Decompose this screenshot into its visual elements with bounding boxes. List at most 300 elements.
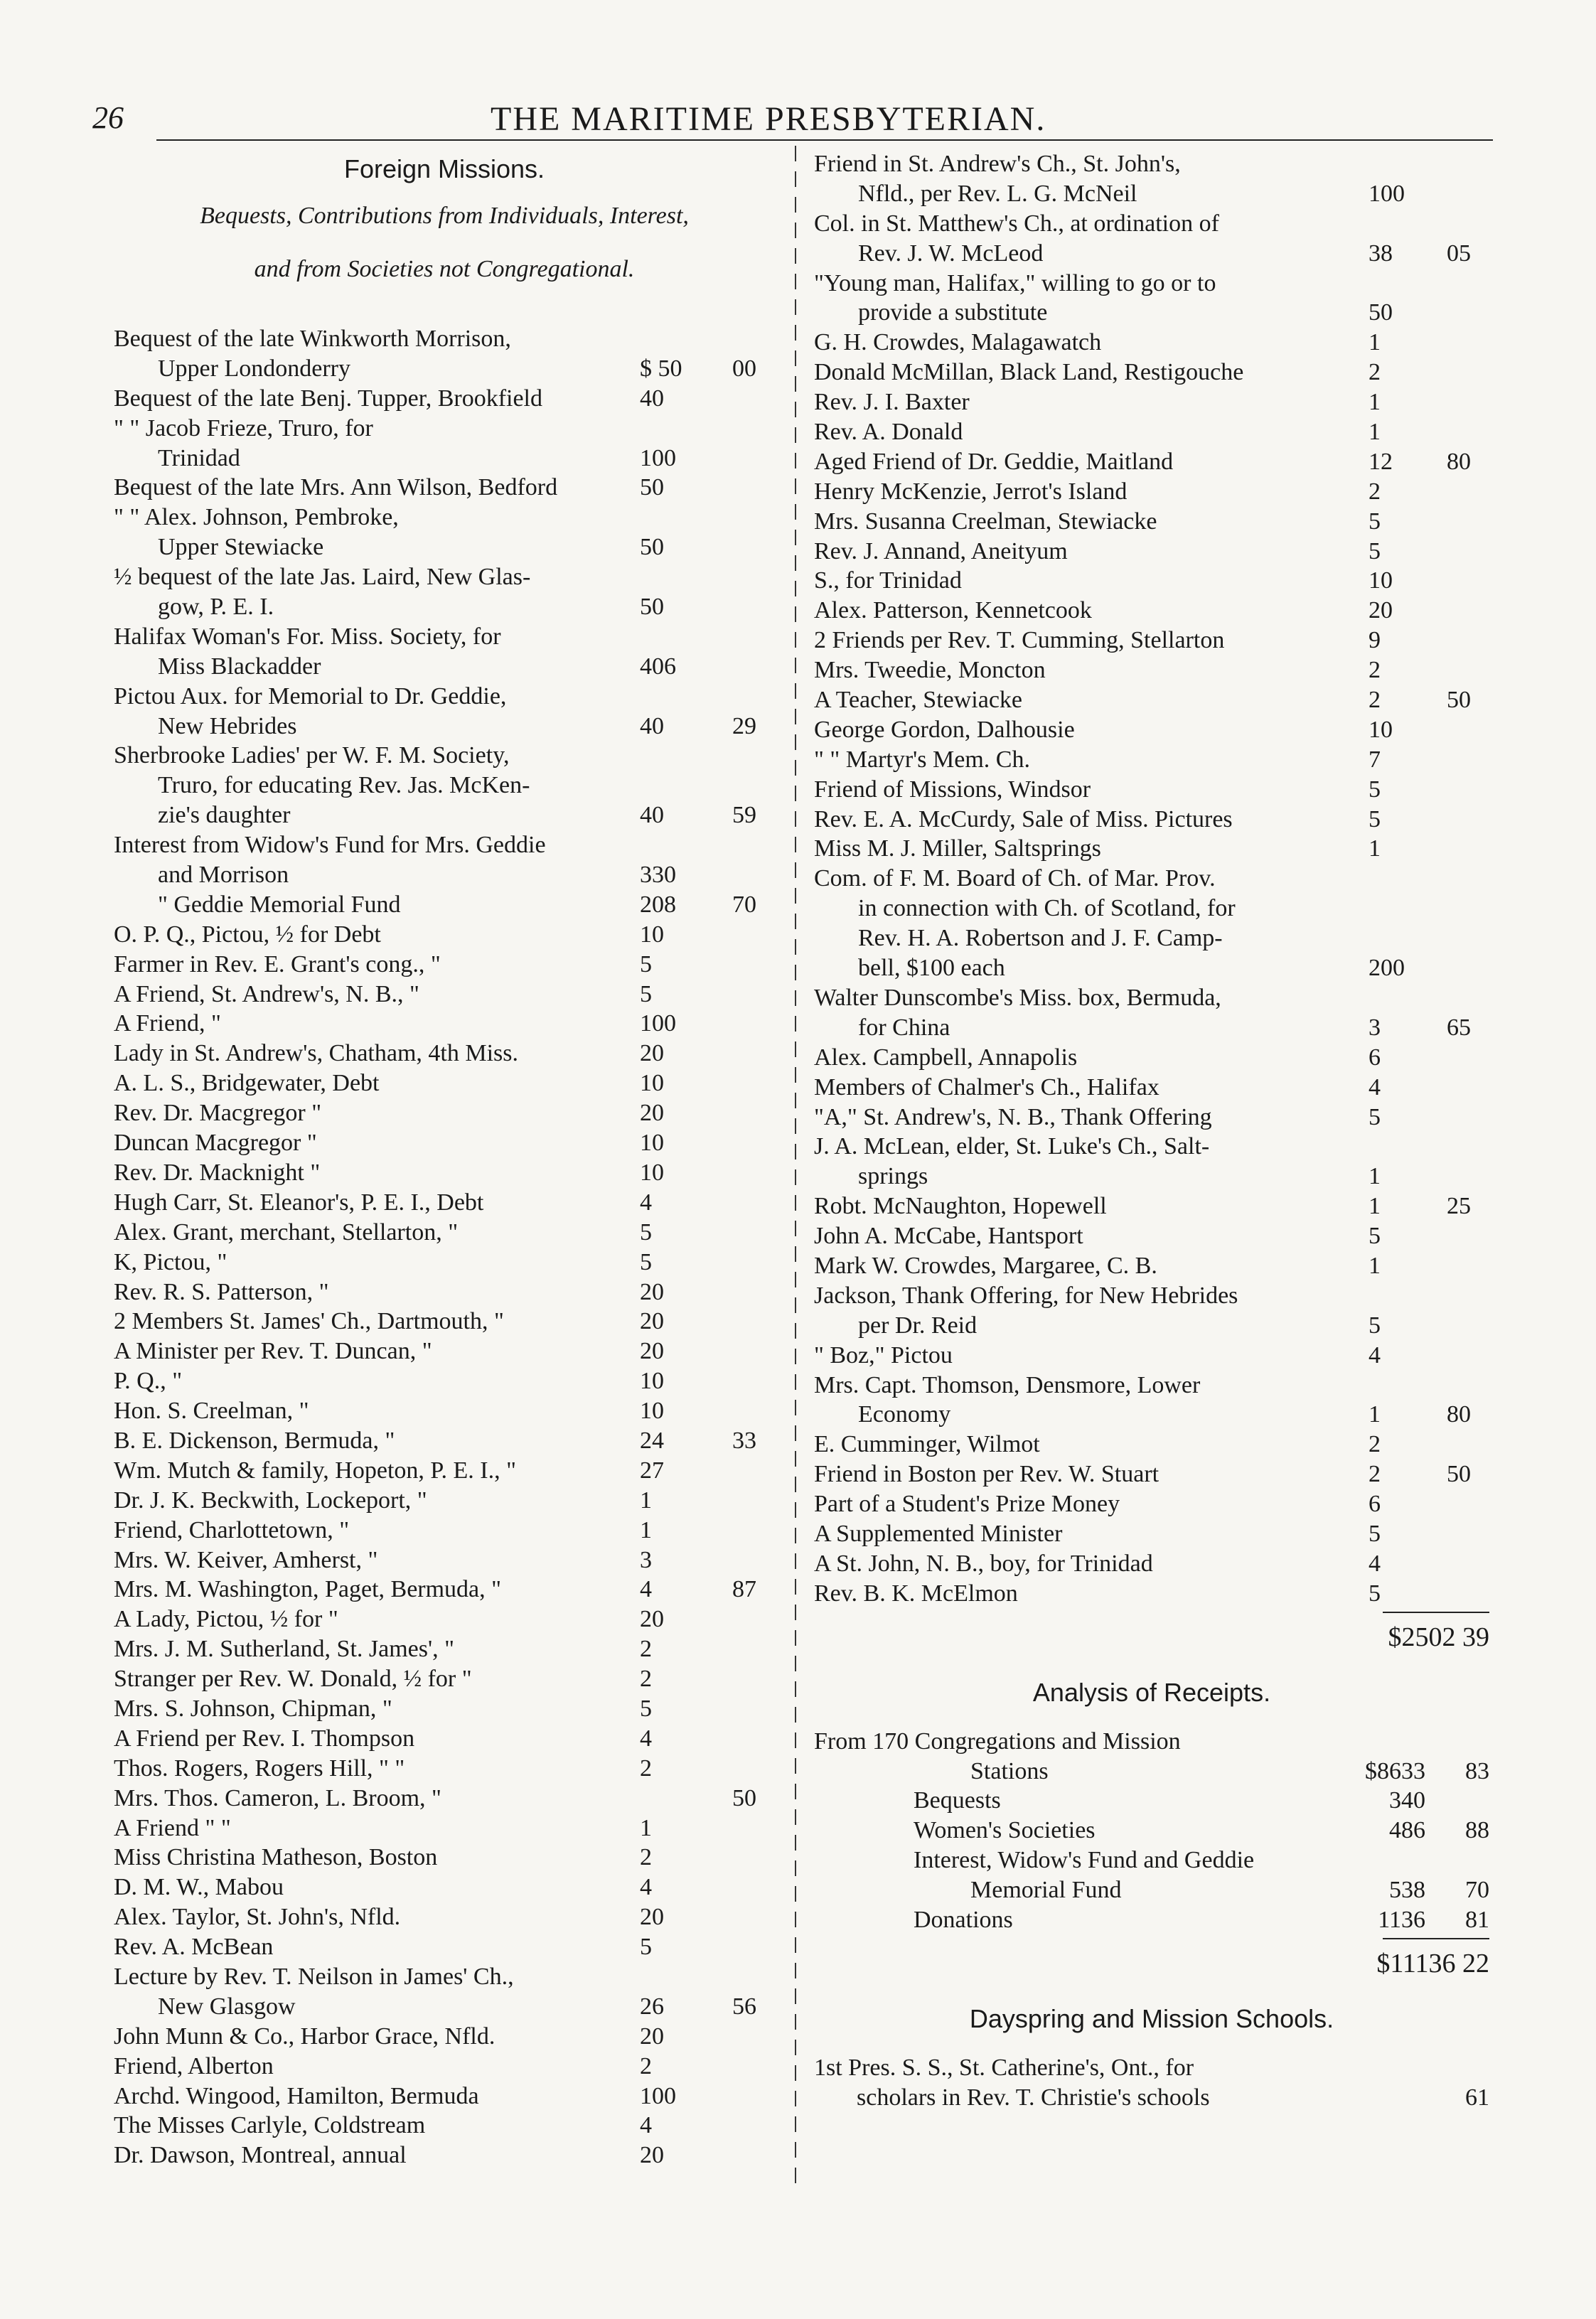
list-item xyxy=(114,2022,775,2052)
list-item xyxy=(814,626,1489,655)
list-item xyxy=(814,179,1489,209)
list-item xyxy=(814,894,1489,923)
amount-cents: 70 xyxy=(732,891,756,918)
running-header xyxy=(92,100,1493,144)
amount-dollars: 2 xyxy=(640,1844,652,1871)
list-item xyxy=(114,2111,775,2141)
entry-text: K, Pictou, " xyxy=(114,1248,227,1275)
amount-dollars: 50 xyxy=(640,594,664,621)
section-heading-foreign-missions: Foreign Missions. xyxy=(343,154,545,183)
list-item xyxy=(814,1400,1489,1430)
entry-text: Bequest of the late Mrs. Ann Wilson, Bedford xyxy=(114,474,558,501)
amount-dollars: 20 xyxy=(640,1904,664,1931)
amount-dollars: 10 xyxy=(1369,567,1393,594)
amount-dollars: 10 xyxy=(640,1070,664,1097)
list-item xyxy=(114,1873,775,1902)
list-item xyxy=(814,477,1489,507)
entry-text: Alex. Patterson, Kennetcook xyxy=(814,597,1092,624)
list-item xyxy=(114,1992,775,2022)
list-item xyxy=(814,507,1489,537)
list-item xyxy=(114,1069,775,1098)
list-item xyxy=(814,269,1489,299)
amount-dollars: 10 xyxy=(640,1368,664,1395)
amount-cents: 65 xyxy=(1447,1014,1471,1041)
entry-text: Stations xyxy=(970,1757,1049,1784)
amount-dollars: 340 xyxy=(1389,1787,1425,1814)
amount-dollars: 2 xyxy=(640,1636,652,1663)
entry-text: Rev. J. W. McLeod xyxy=(858,240,1044,267)
amount-dollars: 1136 xyxy=(1378,1906,1425,1933)
amount-dollars: 12 xyxy=(1369,448,1393,475)
entry-text: Alex. Grant, merchant, Stellarton, " xyxy=(114,1219,459,1246)
amount-dollars: 2 xyxy=(1369,687,1381,714)
entry-text: Henry McKenzie, Jerrot's Island xyxy=(814,478,1128,505)
list-item xyxy=(114,652,775,682)
list-item xyxy=(814,239,1489,269)
entry-text: springs xyxy=(858,1163,928,1190)
amount-cents: 00 xyxy=(732,355,756,382)
section-subheading: and from Societies not Congregational. xyxy=(254,256,635,282)
list-item xyxy=(114,890,775,920)
entry-text: Friend in Boston per Rev. W. Stuart xyxy=(814,1461,1159,1488)
entry-text: Alex. Taylor, St. John's, Nfld. xyxy=(114,1904,401,1931)
amount-dollars: 5 xyxy=(640,980,652,1007)
amount-dollars: 10 xyxy=(640,1159,664,1186)
right-column xyxy=(814,149,1489,2113)
list-item xyxy=(814,1757,1489,1787)
amount-cents: 50 xyxy=(732,1784,756,1811)
entry-text: Mrs. S. Johnson, Chipman, " xyxy=(114,1695,392,1722)
entry-text: Nfld., per Rev. L. G. McNeil xyxy=(858,180,1137,207)
amount-dollars: $ 50 xyxy=(640,355,682,382)
amount-dollars: 200 xyxy=(1369,955,1405,982)
entry-text: Lady in St. Andrew's, Chatham, 4th Miss. xyxy=(114,1040,519,1067)
amount-cents: 29 xyxy=(732,712,756,739)
entry-text: Halifax Woman's For. Miss. Society, for xyxy=(114,623,501,650)
amount-dollars: 40 xyxy=(640,802,664,829)
list-item xyxy=(814,1162,1489,1191)
entry-text: Economy xyxy=(858,1401,951,1428)
total-rule xyxy=(814,1935,1489,1942)
list-item xyxy=(114,1009,775,1039)
list-item xyxy=(114,2141,775,2170)
list-item xyxy=(814,387,1489,417)
amount-dollars: 2 xyxy=(1369,478,1381,505)
header-rule xyxy=(156,139,1493,141)
entry-text: John Munn & Co., Harbor Grace, Nfld. xyxy=(114,2023,496,2050)
entry-text: Friend, Alberton xyxy=(114,2052,274,2079)
amount-cents: 83 xyxy=(1465,1757,1489,1784)
amount-cents: 59 xyxy=(732,802,756,829)
list-item xyxy=(814,1073,1489,1103)
amount-dollars: 7 xyxy=(1369,746,1381,773)
amount-dollars: 2 xyxy=(1369,1461,1381,1488)
list-item xyxy=(114,1634,775,1664)
amount-cents: 50 xyxy=(1447,687,1471,714)
list-item xyxy=(114,771,775,800)
entry-text: Rev. H. A. Robertson and J. F. Camp- xyxy=(858,925,1223,952)
list-item xyxy=(814,655,1489,685)
list-item xyxy=(814,1132,1489,1162)
amount-dollars: 1 xyxy=(1369,1163,1381,1190)
amount-cents: 56 xyxy=(732,1993,756,2020)
entry-text: Sherbrooke Ladies' per W. F. M. Society, xyxy=(114,742,510,769)
entry-text: and Morrison xyxy=(158,862,289,889)
amount-dollars: 2 xyxy=(1369,359,1381,386)
amount-dollars: 5 xyxy=(1369,1520,1381,1547)
entry-text: Mark W. Crowdes, Margaree, C. B. xyxy=(814,1252,1157,1279)
list-item xyxy=(114,950,775,980)
list-item xyxy=(814,209,1489,239)
list-item xyxy=(814,834,1489,864)
amount-dollars: 4 xyxy=(640,2112,652,2139)
entry-text: 1st Pres. S. S., St. Catherine's, Ont., for xyxy=(814,2054,1194,2081)
entry-text: " " Martyr's Mem. Ch. xyxy=(814,746,1030,773)
list-item xyxy=(814,2053,1489,2083)
entry-text: The Misses Carlyle, Coldstream xyxy=(114,2112,426,2139)
entry-text: A Friend, " xyxy=(114,1010,221,1037)
entry-text: Trinidad xyxy=(158,444,240,471)
list-item xyxy=(814,685,1489,715)
amount-cents: 81 xyxy=(1465,1906,1489,1933)
entry-text: bell, $100 each xyxy=(858,955,1005,982)
list-item xyxy=(814,1846,1489,1875)
entry-text: Mrs. Tweedie, Moncton xyxy=(814,657,1046,684)
entry-text: Rev. A. McBean xyxy=(114,1934,274,1961)
amount-cents: 61 xyxy=(1465,2084,1489,2111)
entry-text: Friend, Charlottetown, " xyxy=(114,1516,350,1543)
amount-dollars: 100 xyxy=(1369,180,1405,207)
amount-dollars: 24 xyxy=(640,1427,664,1454)
amount-dollars: 1 xyxy=(1369,419,1381,446)
list-item xyxy=(114,473,775,503)
amount-dollars: 20 xyxy=(1369,597,1393,624)
amount-dollars: 38 xyxy=(1369,240,1393,267)
entry-text: Com. of F. M. Board of Ch. of Mar. Prov. xyxy=(814,865,1216,892)
amount-dollars: 5 xyxy=(1369,1103,1381,1130)
list-item xyxy=(114,1814,775,1843)
entry-text: 2 Friends per Rev. T. Cumming, Stellarton xyxy=(814,627,1225,654)
entry-text: Dr. Dawson, Montreal, annual xyxy=(114,2142,407,2169)
amount-dollars: 5 xyxy=(1369,1223,1381,1250)
entry-text: Duncan Macgregor " xyxy=(114,1130,317,1157)
list-item xyxy=(114,1546,775,1575)
entry-text: Interest, Widow's Fund and Geddie xyxy=(914,1847,1255,1874)
entry-text: A Friend per Rev. I. Thompson xyxy=(114,1725,415,1752)
list-item xyxy=(814,1371,1489,1400)
list-item xyxy=(114,2082,775,2111)
entry-text: Bequest of the late Winkworth Morrison, xyxy=(114,326,511,352)
list-item xyxy=(114,980,775,1009)
amount-dollars: 4 xyxy=(1369,1073,1381,1100)
entry-text: Miss Christina Matheson, Boston xyxy=(114,1844,438,1871)
list-item xyxy=(114,1248,775,1278)
entry-text: Interest from Widow's Fund for Mrs. Geddie xyxy=(114,832,546,859)
entry-text: O. P. Q., Pictou, ½ for Debt xyxy=(114,921,381,948)
amount-cents: 70 xyxy=(1465,1877,1489,1904)
amount-dollars: 10 xyxy=(1369,716,1393,743)
list-item xyxy=(114,1962,775,1992)
amount-dollars: 5 xyxy=(1369,776,1381,803)
amount-dollars: 2 xyxy=(640,2052,652,2079)
list-item xyxy=(114,1902,775,1932)
list-item xyxy=(114,1694,775,1724)
amount-dollars: 2 xyxy=(640,1666,652,1693)
list-item xyxy=(114,1486,775,1516)
amount-dollars: 406 xyxy=(640,653,676,680)
list-item xyxy=(814,1489,1489,1519)
list-item xyxy=(114,1188,775,1218)
list-item xyxy=(814,149,1489,179)
amount-dollars: 1 xyxy=(1369,1252,1381,1279)
list-item xyxy=(814,715,1489,745)
amount-dollars: 1 xyxy=(640,1516,652,1543)
list-item xyxy=(814,447,1489,477)
list-item xyxy=(114,444,775,473)
entry-text: Rev. J. I. Baxter xyxy=(814,389,970,416)
amount-dollars: 5 xyxy=(1369,1580,1381,1607)
list-item xyxy=(814,864,1489,894)
entry-text: Rev. Dr. Macgregor " xyxy=(114,1100,322,1127)
entry-text: A Lady, Pictou, ½ for " xyxy=(114,1606,338,1633)
entry-text: Upper Stewiacke xyxy=(158,534,324,561)
amount-dollars: 50 xyxy=(640,474,664,501)
amount-dollars: 2 xyxy=(1369,657,1381,684)
amount-dollars: 6 xyxy=(1369,1491,1381,1518)
amount-dollars: 20 xyxy=(640,1278,664,1305)
list-item xyxy=(814,1786,1489,1816)
entry-text: Upper Londonderry xyxy=(158,355,350,382)
list-item xyxy=(114,1932,775,1962)
entry-text: A Friend, St. Andrew's, N. B., " xyxy=(114,980,419,1007)
list-item xyxy=(114,1337,775,1366)
list-item xyxy=(114,920,775,950)
entry-text: From 170 Congregations and Mission xyxy=(814,1728,1181,1755)
amount-dollars: 50 xyxy=(640,534,664,561)
amount-dollars: 1 xyxy=(1369,389,1381,416)
list-item xyxy=(114,1843,775,1873)
amount-dollars: $8633 xyxy=(1365,1757,1425,1784)
section-heading-analysis: Analysis of Receipts. xyxy=(1032,1677,1271,1707)
entry-text: Jackson, Thank Offering, for New Hebrides xyxy=(814,1282,1238,1309)
entry-text: " Geddie Memorial Fund xyxy=(158,891,401,918)
entry-text: Donald McMillan, Black Land, Restigouche xyxy=(814,359,1244,386)
entry-text: Alex. Campbell, Annapolis xyxy=(814,1044,1078,1071)
entry-text: provide a substitute xyxy=(858,299,1048,326)
list-item xyxy=(814,537,1489,567)
entry-text: Members of Chalmer's Ch., Halifax xyxy=(814,1073,1159,1100)
entry-text: zie's daughter xyxy=(158,802,291,829)
amount-cents: 80 xyxy=(1447,448,1471,475)
entry-text: in connection with Ch. of Scotland, for xyxy=(858,895,1236,922)
amount-dollars: 1 xyxy=(1369,1193,1381,1220)
list-item xyxy=(114,503,775,532)
amount-dollars: 5 xyxy=(640,1248,652,1275)
entry-text: Hon. S. Creelman, " xyxy=(114,1398,309,1425)
amount-dollars: 20 xyxy=(640,1100,664,1127)
list-item xyxy=(814,417,1489,447)
contribution-list xyxy=(114,324,775,2170)
list-item xyxy=(114,1218,775,1248)
entry-text: S., for Trinidad xyxy=(814,567,962,594)
amount-dollars: 50 xyxy=(1369,299,1393,326)
list-item xyxy=(814,1281,1489,1311)
list-item xyxy=(814,1221,1489,1251)
list-item xyxy=(814,1579,1489,1609)
entry-text: B. E. Dickenson, Bermuda, " xyxy=(114,1427,395,1454)
amount-dollars: 3 xyxy=(640,1546,652,1573)
entry-text: Lecture by Rev. T. Neilson in James' Ch., xyxy=(114,1963,514,1990)
entry-text: Rev. R. S. Patterson, " xyxy=(114,1278,329,1305)
entry-text: Dr. J. K. Beckwith, Lockeport, " xyxy=(114,1487,427,1514)
entry-text: New Hebrides xyxy=(158,712,297,739)
entry-text: Rev. E. A. McCurdy, Sale of Miss. Pictures xyxy=(814,805,1233,832)
amount-dollars: 40 xyxy=(640,712,664,739)
list-item xyxy=(114,414,775,444)
entry-text: Walter Dunscombe's Miss. box, Bermuda, xyxy=(814,984,1221,1011)
list-item xyxy=(114,384,775,414)
list-item xyxy=(814,983,1489,1013)
amount-dollars: 538 xyxy=(1389,1877,1425,1904)
amount-dollars: 5 xyxy=(640,1934,652,1961)
amount-dollars: 4 xyxy=(640,1725,652,1752)
amount-dollars: 4 xyxy=(1369,1550,1381,1577)
entry-text: " " Alex. Johnson, Pembroke, xyxy=(114,504,399,531)
amount-dollars: 330 xyxy=(640,862,676,889)
list-item xyxy=(114,1158,775,1188)
entry-text: George Gordon, Dalhousie xyxy=(814,716,1075,743)
entry-text: A Friend " " xyxy=(114,1814,231,1841)
amount-cents: 33 xyxy=(732,1427,756,1454)
list-item xyxy=(814,1875,1489,1905)
grand-total: $2502 39 xyxy=(1388,1622,1489,1652)
entry-text: Bequest of the late Benj. Tupper, Brookfield xyxy=(114,385,543,412)
amount-dollars: 1 xyxy=(1369,1401,1381,1428)
amount-dollars: 26 xyxy=(640,1993,664,2020)
amount-dollars: 20 xyxy=(640,1606,664,1633)
entry-text: Thos. Rogers, Rogers Hill, " " xyxy=(114,1755,405,1782)
amount-dollars: 4 xyxy=(640,1576,652,1603)
list-item xyxy=(814,1013,1489,1043)
entry-text: Miss M. J. Miller, Saltsprings xyxy=(814,835,1101,862)
entry-text: Friend in St. Andrew's Ch., St. John's, xyxy=(814,151,1181,177)
section-heading-dayspring: Dayspring and Mission Schools. xyxy=(969,2003,1334,2033)
list-item xyxy=(114,1366,775,1396)
list-item xyxy=(814,1549,1489,1579)
amount-dollars: 4 xyxy=(640,1189,652,1216)
entry-text: Col. in St. Matthew's Ch., at ordination of xyxy=(814,210,1219,237)
entry-text: Farmer in Rev. E. Grant's cong., " xyxy=(114,950,441,978)
amount-dollars: 1 xyxy=(1369,329,1381,356)
entry-text: scholars in Rev. T. Christie's schools xyxy=(857,2084,1210,2111)
entry-text: Rev. A. Donald xyxy=(814,419,963,446)
amount-cents: 05 xyxy=(1447,240,1471,267)
entry-text: E. Cumminger, Wilmot xyxy=(814,1431,1040,1458)
amount-dollars: 20 xyxy=(640,1040,664,1067)
list-item xyxy=(114,860,775,890)
analysis-total: $11136 22 xyxy=(1376,1948,1489,1978)
entry-text: Wm. Mutch & family, Hopeton, P. E. I., " xyxy=(114,1457,516,1484)
entry-text: J. A. McLean, elder, St. Luke's Ch., Salt- xyxy=(814,1133,1210,1160)
entry-text: Donations xyxy=(914,1906,1013,1933)
total-rule xyxy=(814,1609,1489,1616)
amount-dollars: 2 xyxy=(1369,1431,1381,1458)
entry-text: Mrs. J. M. Sutherland, St. James', " xyxy=(114,1636,455,1663)
entry-text: 2 Members St. James' Ch., Dartmouth, " xyxy=(114,1308,504,1335)
entry-text: Mrs. Susanna Creelman, Stewiacke xyxy=(814,508,1157,535)
list-item xyxy=(114,712,775,741)
entry-text: Miss Blackadder xyxy=(158,653,321,680)
amount-cents: 88 xyxy=(1465,1817,1489,1844)
entry-text: A Teacher, Stewiacke xyxy=(814,687,1023,714)
amount-dollars: 1 xyxy=(640,1814,652,1841)
list-item xyxy=(114,354,775,384)
list-item xyxy=(814,358,1489,387)
list-item xyxy=(114,622,775,652)
list-item xyxy=(114,741,775,771)
amount-dollars: 208 xyxy=(640,891,676,918)
entry-text: "A," St. Andrew's, N. B., Thank Offering xyxy=(814,1103,1212,1130)
page-title: THE MARITIME PRESBYTERIAN. xyxy=(491,100,1046,138)
list-item xyxy=(114,1575,775,1605)
list-item xyxy=(114,1098,775,1128)
entry-text: "Young man, Halifax," willing to go or to xyxy=(814,269,1216,296)
analysis-list xyxy=(814,1727,1489,1935)
entry-text: Mrs. Capt. Thomson, Densmore, Lower xyxy=(814,1371,1201,1398)
amount-dollars: 5 xyxy=(1369,508,1381,535)
list-item xyxy=(114,1307,775,1337)
entry-text: A Supplemented Minister xyxy=(814,1520,1063,1547)
amount-dollars: 6 xyxy=(1369,1044,1381,1071)
entry-text: D. M. W., Mabou xyxy=(114,1874,284,1901)
amount-dollars: 486 xyxy=(1389,1817,1425,1844)
column-divider xyxy=(795,146,796,2193)
list-item xyxy=(814,923,1489,953)
list-item xyxy=(814,953,1489,983)
amount-dollars: 4 xyxy=(1369,1341,1381,1369)
list-item xyxy=(814,328,1489,358)
list-item xyxy=(114,1754,775,1784)
amount-cents: 50 xyxy=(1447,1461,1471,1488)
amount-dollars: 1 xyxy=(640,1487,652,1514)
entry-text: Memorial Fund xyxy=(970,1877,1122,1904)
list-item xyxy=(814,1103,1489,1132)
list-item xyxy=(114,1426,775,1456)
list-item xyxy=(814,596,1489,626)
entry-text: A St. John, N. B., boy, for Trinidad xyxy=(814,1550,1153,1577)
list-item xyxy=(814,1191,1489,1221)
entry-text: Rev. Dr. Macknight " xyxy=(114,1159,321,1186)
contribution-list xyxy=(814,149,1489,1609)
list-item xyxy=(114,1724,775,1754)
amount-dollars: 20 xyxy=(640,2023,664,2050)
amount-dollars: 5 xyxy=(1369,537,1381,564)
list-item xyxy=(814,2083,1489,2113)
entry-text: Women's Societies xyxy=(914,1817,1096,1844)
amount-dollars: 10 xyxy=(640,921,664,948)
entry-text: Mrs. W. Keiver, Amherst, " xyxy=(114,1546,378,1573)
amount-dollars: 20 xyxy=(640,1338,664,1365)
amount-dollars: 3 xyxy=(1369,1014,1381,1041)
amount-dollars: 5 xyxy=(640,1219,652,1246)
entry-text: G. H. Crowdes, Malagawatch xyxy=(814,329,1102,356)
list-item xyxy=(814,566,1489,596)
amount-dollars: 20 xyxy=(640,1308,664,1335)
list-item xyxy=(814,1251,1489,1281)
entry-text: Rev. B. K. McElmon xyxy=(814,1580,1018,1607)
list-item xyxy=(114,1605,775,1634)
entry-text: Rev. J. Annand, Aneityum xyxy=(814,537,1068,564)
